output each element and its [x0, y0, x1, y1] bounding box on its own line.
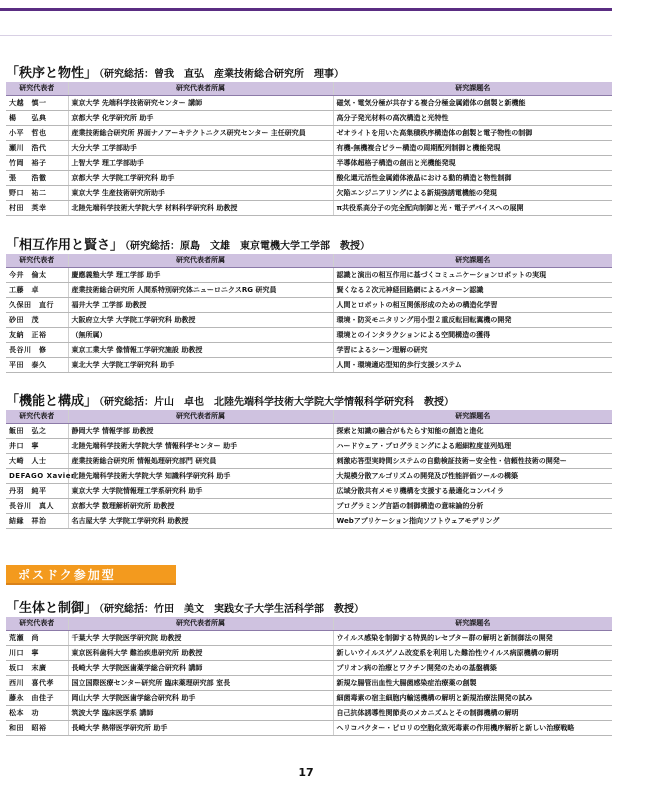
table-row	[6, 439, 612, 454]
research-topic: 広域分散共有メモリ機構を支援する最適化コンパイラ	[333, 484, 612, 499]
table-row	[6, 706, 612, 721]
table-row	[6, 424, 612, 439]
researcher-name: 松本 功	[6, 706, 68, 721]
column-header-topic: 研究課題名	[333, 82, 612, 96]
table-row	[6, 96, 612, 111]
column-header-topic: 研究課題名	[333, 254, 612, 268]
researcher-name: 工藤 卓	[6, 283, 68, 298]
research-topic: プリオン病の治療とワクチン開発のための基盤構築	[333, 661, 612, 676]
researcher-name: 張 浩徹	[6, 171, 68, 186]
research-topic: 学習によるシーン理解の研究	[333, 343, 612, 358]
top-accent-bar	[0, 8, 612, 11]
table-row	[6, 141, 612, 156]
table-row	[6, 171, 612, 186]
researcher-affiliation: 慶應義塾大学 理工学部 助手	[68, 268, 333, 283]
researcher-name: 楊 弘典	[6, 111, 68, 126]
research-topic: ハードウェア・プログラミングによる超細粒度並列処理	[333, 439, 612, 454]
researcher-affiliation: 東北大学 大学院工学研究科 助手	[68, 358, 333, 373]
page-number: 17	[298, 766, 314, 779]
researcher-affiliation: 大分大学 工学部助手	[68, 141, 333, 156]
researcher-name: 丹羽 純平	[6, 484, 68, 499]
researcher-affiliation: 東京大学 先端科学技術研究センター 講師	[68, 96, 333, 111]
table-row	[6, 111, 612, 126]
researcher-affiliation: 長崎大学 熱帯医学研究所 助手	[68, 721, 333, 736]
table-row	[6, 298, 612, 313]
research-topic: ゼオライトを用いた高集積秩序構造体の創製と電子物性の制御	[333, 126, 612, 141]
research-topic: 自己抗体誘導性関節炎のメカニズムとその制御機構の解明	[333, 706, 612, 721]
table-row	[6, 328, 612, 343]
researcher-affiliation: 東京工業大学 像情報工学研究施設 助教授	[68, 343, 333, 358]
section-title: 「機能と構成」 （研究総括：片山 卓也 北陸先端科学技術大学院大学情報科学研究科 教授）	[6, 394, 455, 409]
research-topic: 半導体超格子構造の創出と光機能発現	[333, 156, 612, 171]
researcher-affiliation: 上智大学 理工学部助手	[68, 156, 333, 171]
researcher-affiliation: 大阪府立大学 大学院工学研究科 助教授	[68, 313, 333, 328]
table-row	[6, 469, 612, 484]
column-header-representative: 研究代表者	[6, 82, 68, 96]
research-topic: 細菌毒素の宿主細胞内輸送機構の解明と新規治療法開発の試み	[333, 691, 612, 706]
section-order-and-properties	[6, 66, 612, 216]
researcher-name: 砂田 茂	[6, 313, 68, 328]
table-row	[6, 343, 612, 358]
column-header-representative: 研究代表者	[6, 617, 68, 631]
research-topic: 磁気・電気分極が共存する複合分極金属錯体の創製と新機能	[333, 96, 612, 111]
researcher-name: 平田 泰久	[6, 358, 68, 373]
table-row	[6, 721, 612, 736]
column-header-affiliation: 研究代表者所属	[68, 254, 333, 268]
researcher-name: 長谷川 修	[6, 343, 68, 358]
table-row	[6, 283, 612, 298]
researcher-name: 川口 寧	[6, 646, 68, 661]
research-topic: ウイルス感染を制御する特異的レセプター群の解明と新制御法の開発	[333, 631, 612, 646]
table-row	[6, 631, 612, 646]
column-header-affiliation: 研究代表者所属	[68, 410, 333, 424]
section-title: 「秩序と物性」 （研究総括：曾我 直弘 産業技術総合研究所 理事）	[6, 66, 345, 81]
researcher-affiliation: 産業技術総合研究所 情報処理研究部門 研究員	[68, 454, 333, 469]
research-topic: 人間とロボットの相互関係形成のための構造化学習	[333, 298, 612, 313]
researcher-name: 竹岡 裕子	[6, 156, 68, 171]
section-living-body-and-control	[6, 601, 612, 736]
research-topic: ヘリコバクター・ピロリの空胞化致死毒素の作用機序解析と新しい治療戦略	[333, 721, 612, 736]
section-interaction-and-intelligence	[6, 238, 612, 373]
column-header-topic: 研究課題名	[333, 410, 612, 424]
researcher-affiliation: 北陸先端科学技術大学院大学 材料科学研究科 助教授	[68, 201, 333, 216]
researcher-name: 荒瀬 尚	[6, 631, 68, 646]
top-divider	[0, 35, 612, 36]
researcher-affiliation: 筑波大学 臨床医学系 講師	[68, 706, 333, 721]
column-header-affiliation: 研究代表者所属	[68, 82, 333, 96]
table-row	[6, 358, 612, 373]
research-topic: 人間・環境適応型知的歩行支援システム	[333, 358, 612, 373]
researcher-table	[6, 254, 612, 373]
researcher-affiliation: 東京医科歯科大学 難治疾患研究所 助教授	[68, 646, 333, 661]
research-topic: 刺激応答型実時間システムの自動検証技術ー安全性・信頼性技術の開発ー	[333, 454, 612, 469]
table-row	[6, 156, 612, 171]
table-row	[6, 691, 612, 706]
research-topic: 有機-無機複合ピラー構造の周期配列制御と機能発現	[333, 141, 612, 156]
research-topic: 環境・防災モニタリング用小型２重反転回転翼機の開発	[333, 313, 612, 328]
researcher-table	[6, 617, 612, 736]
researcher-name: 大越 慎一	[6, 96, 68, 111]
research-topic: 大規模分散アルゴリズムの開発及び性能評価ツールの構築	[333, 469, 612, 484]
researcher-name: 久保田 直行	[6, 298, 68, 313]
researcher-affiliation: 名古屋大学 大学院工学研究科 助教授	[68, 514, 333, 529]
table-row	[6, 268, 612, 283]
researcher-affiliation: 産業技術総合研究所 人間系特別研究体ニューロニクスRG 研究員	[68, 283, 333, 298]
researcher-name: 長谷川 真人	[6, 499, 68, 514]
researcher-table	[6, 410, 612, 529]
table-row	[6, 646, 612, 661]
researcher-name: 和田 昭裕	[6, 721, 68, 736]
table-row	[6, 676, 612, 691]
table-header-row	[6, 254, 612, 268]
research-topic: プログラミング言語の制御構造の意味論的分析	[333, 499, 612, 514]
table-row	[6, 201, 612, 216]
researcher-name: 大崎 人士	[6, 454, 68, 469]
table-row	[6, 186, 612, 201]
researcher-affiliation: 京都大学 大学院工学研究科 助手	[68, 171, 333, 186]
researcher-affiliation: 産業技術総合研究所 界面ナノアーキテクトニクス研究センター 主任研究員	[68, 126, 333, 141]
researcher-affiliation: 京都大学 数理解析研究所 助教授	[68, 499, 333, 514]
researcher-affiliation: 北陸先端科学技術大学院大学 知識科学研究科 助手	[68, 469, 333, 484]
research-topic: 環境とのインタラクションによる空間構造の獲得	[333, 328, 612, 343]
section-title: 「生体と制御」 （研究総括：竹田 美文 実践女子大学生活科学部 教授）	[6, 601, 365, 616]
researcher-name: 小平 哲也	[6, 126, 68, 141]
researcher-affiliation: 東京大学 大学院情報理工学系研究科 助手	[68, 484, 333, 499]
postdoc-banner: ポスドク参加型	[6, 565, 176, 585]
column-header-representative: 研究代表者	[6, 410, 68, 424]
researcher-name: 坂口 末廣	[6, 661, 68, 676]
researcher-name: 飯田 弘之	[6, 424, 68, 439]
researcher-name: 野口 祐二	[6, 186, 68, 201]
research-topic: 新規な腸管出血性大腸菌感染症治療薬の創製	[333, 676, 612, 691]
table-row	[6, 484, 612, 499]
researcher-affiliation: （無所属）	[68, 328, 333, 343]
researcher-affiliation: 京都大学 化学研究所 助手	[68, 111, 333, 126]
researcher-name: 西川 喜代孝	[6, 676, 68, 691]
column-header-representative: 研究代表者	[6, 254, 68, 268]
table-header-row	[6, 410, 612, 424]
research-topic: Webアプリケーション指向ソフトウェアモデリング	[333, 514, 612, 529]
research-topic: 高分子発光材料の高次構造と光特性	[333, 111, 612, 126]
table-row	[6, 499, 612, 514]
research-topic: 賢くなる２次元神経回路網によるパターン認識	[333, 283, 612, 298]
table-row	[6, 661, 612, 676]
researcher-affiliation: 千葉大学 大学院医学研究院 助教授	[68, 631, 333, 646]
table-row	[6, 313, 612, 328]
researcher-name: 藤永 由佳子	[6, 691, 68, 706]
researcher-affiliation: 北陸先端科学技術大学院大学 情報科学センター 助手	[68, 439, 333, 454]
section-function-and-composition	[6, 394, 612, 529]
research-topic: 認識と演出の相互作用に基づくコミュニケーションロボットの実現	[333, 268, 612, 283]
researcher-affiliation: 福井大学 工学部 助教授	[68, 298, 333, 313]
researcher-name: 友納 正裕	[6, 328, 68, 343]
section-title: 「相互作用と賢さ」 （研究総括：原島 文雄 東京電機大学工学部 教授）	[6, 238, 371, 253]
researcher-affiliation: 長崎大学 大学院医歯薬学総合研究科 講師	[68, 661, 333, 676]
column-header-affiliation: 研究代表者所属	[68, 617, 333, 631]
research-topic: 欠陥エンジニアリングによる新規強誘電機能の発現	[333, 186, 612, 201]
researcher-affiliation: 東京大学 生産技術研究所助手	[68, 186, 333, 201]
researcher-name: 結縁 祥治	[6, 514, 68, 529]
researcher-affiliation: 岡山大学 大学院医歯学総合研究科 助手	[68, 691, 333, 706]
table-header-row	[6, 82, 612, 96]
researcher-table	[6, 82, 612, 216]
research-topic: 探索と知識の融合がもたらす知能の創造と進化	[333, 424, 612, 439]
researcher-name: 井口 寧	[6, 439, 68, 454]
researcher-name: 村田 英幸	[6, 201, 68, 216]
researcher-name: 今井 倫太	[6, 268, 68, 283]
research-topic: 新しいウイルスゲノム改変系を利用した難治性ウイルス病原機構の解明	[333, 646, 612, 661]
researcher-name: 瀬川 浩代	[6, 141, 68, 156]
researcher-affiliation: 静岡大学 情報学部 助教授	[68, 424, 333, 439]
table-row	[6, 126, 612, 141]
research-topic: π共役系高分子の完全配向制御と光・電子デバイスへの展開	[333, 201, 612, 216]
researcher-name: DEFAGO Xavier	[6, 469, 68, 484]
table-row	[6, 514, 612, 529]
researcher-affiliation: 国立国際医療センター研究所 臨床薬理研究部 室長	[68, 676, 333, 691]
research-topic: 酸化還元活性金属錯体液晶における動的構造と物性制御	[333, 171, 612, 186]
table-row	[6, 454, 612, 469]
table-header-row	[6, 617, 612, 631]
column-header-topic: 研究課題名	[333, 617, 612, 631]
